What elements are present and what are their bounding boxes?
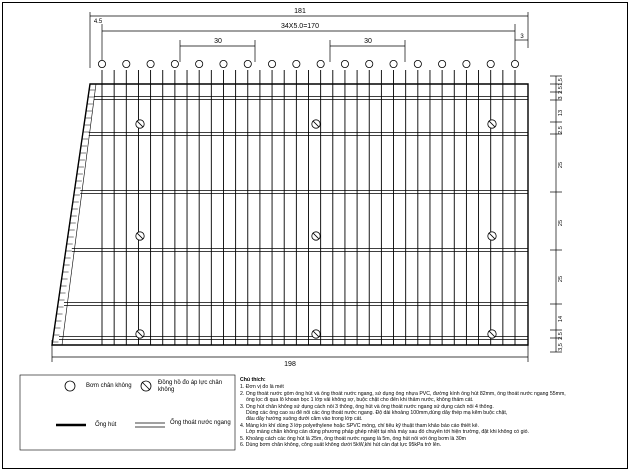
dim-total-label: 181 — [294, 8, 306, 15]
dim-span-label: 34X5.0=170 — [281, 23, 319, 30]
notes-title: Chú thích: — [240, 377, 266, 383]
pump-node-icon — [196, 60, 203, 67]
pump-node-icon — [341, 60, 348, 67]
pump-node-icon — [487, 60, 494, 67]
dim-right-label: 13 — [558, 109, 564, 117]
dim-right-offset-label: 3 — [520, 34, 524, 40]
pump-node-icon — [171, 60, 178, 67]
dim-right-label: 25 — [558, 161, 564, 169]
dim-right-label: 3,5 — [558, 343, 564, 351]
dim-bottom-label: 198 — [284, 361, 296, 368]
legend-pump-label: Bơm chân không — [86, 383, 132, 389]
dim-sub-left-label: 30 — [214, 38, 222, 45]
dim-right-label: 2.5 — [558, 332, 564, 340]
dim-right-label: 1,5 — [558, 78, 564, 86]
notes-block — [240, 377, 625, 448]
pump-node-icon — [511, 60, 518, 67]
note-line: đầu dây hướng xuống dưới cắm vào trong lớp cát. — [246, 416, 363, 423]
note-line: 4. Màng kín khí dùng 3 lớp polyethylene hoặc SPVC mỏng, chỉ tiêu kỹ thuật tham khảo báo cáo thiết kế. — [240, 422, 479, 429]
pump-node-icon — [293, 60, 300, 67]
pump-node-icon — [244, 60, 251, 67]
pump-node-icon — [317, 60, 324, 67]
dim-right-label: 2.5 — [558, 126, 564, 134]
pump-node-icon — [147, 60, 154, 67]
legend-pump-icon — [65, 381, 75, 391]
note-line: 5. Khoảng cách các ống hút là 25m, ống thoát nước ngang là 5m, ống hút nối với ống bơm là 30m — [240, 435, 466, 442]
dim-right-label: 25 — [558, 275, 564, 283]
pump-node-icon — [123, 60, 130, 67]
note-line: 6. Dùng bơm chân không, công suất không dưới 5kW,khi hút cần đạt lực 95kPa trở lên. — [240, 442, 442, 449]
dim-right-label: 25 — [558, 219, 564, 227]
pump-node-icon — [390, 60, 397, 67]
pump-node-icon — [268, 60, 275, 67]
note-line: Lớp màng chân không cần dùng phương pháp ghép nhiệt tại nhà máy sau đó chuyển tới hiện trường, đặt khi không có gió. — [246, 429, 529, 436]
dim-left-offset-label: 4.5 — [93, 19, 103, 25]
dim-right-label: 14 — [558, 315, 564, 323]
pump-node-icon — [439, 60, 446, 67]
pump-node-icon — [463, 60, 470, 67]
note-line: Dùng các ống cao su để nối các ống thoát nước ngang. Độ dài khoảng 100mm,dùng dây thép mạ kẽm buộc chặt, — [246, 410, 508, 417]
pump-node-icon — [220, 60, 227, 67]
dim-right-label: 3 — [558, 96, 564, 100]
note-line: ống lọc đi qua lỗ khoan bọc 1 lớp vải không sợ, buộc chặt cho đến khi thấm nước, không thấm cát. — [246, 397, 474, 404]
pump-node-icon — [98, 60, 105, 67]
dim-right-label: 2.5 — [558, 86, 564, 94]
note-line: 3. Ống hút chân không sử dụng cách nối 3 thông, ống hút và ống thoát nước ngang sử dụng cách nối 4 thông. — [240, 403, 494, 410]
note-line: 1. Đơn vị đo là mét — [240, 384, 284, 391]
legend-gauge-label: Đồng hồ đo áp lực chân không — [158, 380, 223, 393]
note-line: 2. Ống thoát nước gồm ống hút và ống thoát nước ngang, sử dụng ống nhựa PVC, đường kính ống hút 82mm, ống thoát nước ngang 55mm, — [240, 390, 566, 397]
legend-drain-label: Ống thoát nước ngang — [170, 420, 231, 426]
pump-node-icon — [414, 60, 421, 67]
pump-node-icon — [366, 60, 373, 67]
legend-suction-label: Ống hút — [95, 422, 117, 428]
dim-sub-right-label: 30 — [364, 38, 372, 45]
